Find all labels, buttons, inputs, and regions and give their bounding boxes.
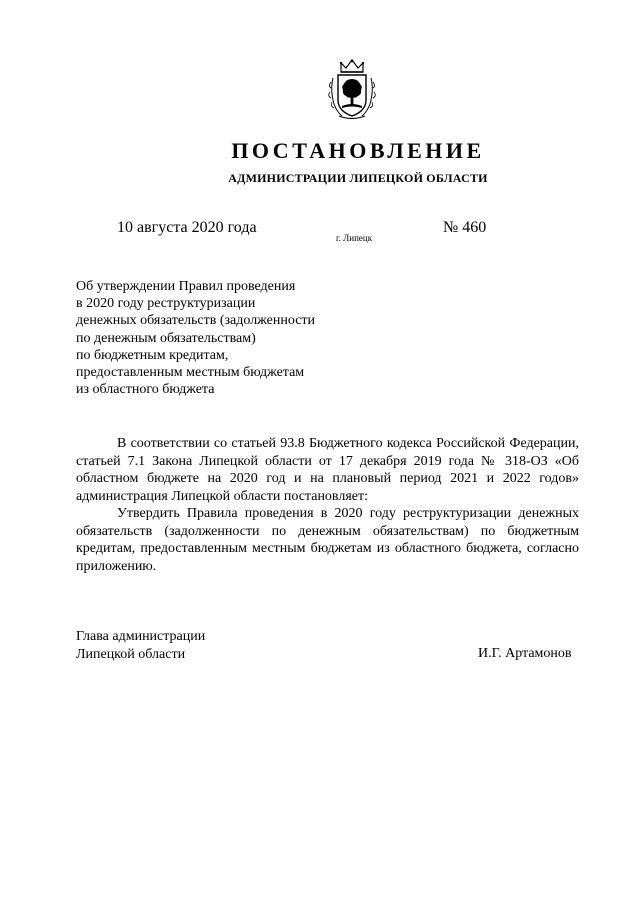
body-paragraph: Утвердить Правила проведения в 2020 году реструктуризации денежных обязательств (задолженности по денежным обязательствам) по бюджетным кредитам, предоставленным местным бюджетам из областного бюджета, согласно приложению. bbox=[76, 506, 579, 574]
document-body bbox=[76, 435, 579, 575]
signatory-name: И.Г. Артамонов bbox=[478, 646, 572, 661]
signatory-position-line: Глава администрации bbox=[76, 629, 206, 644]
subject-line: по денежным обязательствам) bbox=[76, 330, 256, 346]
document-title: ПОСТАНОВЛЕНИЕ bbox=[231, 138, 485, 163]
body-paragraph: В соответствии со статьей 93.8 Бюджетного кодекса Российской Федерации, статьей 7.1 Закона Липецкой области от 17 декабря 2019 года № 318-ОЗ «Об областном бюджете на 2020 год и на плановый период 2021 и 2022 годов» администрация Липецкой области постановляет: bbox=[76, 436, 579, 504]
document-date: 10 августа 2020 года bbox=[117, 219, 257, 236]
subject-line: в 2020 году реструктуризации bbox=[76, 296, 256, 312]
subject-line: Об утверждении Правил проведения bbox=[76, 279, 296, 294]
signatory-position-line: Липецкой области bbox=[76, 646, 186, 662]
document-subtitle: АДМИНИСТРАЦИИ ЛИПЕЦКОЙ ОБЛАСТИ bbox=[228, 171, 488, 185]
signatory-position bbox=[76, 628, 205, 663]
subject-line: по бюджетным кредитам, bbox=[76, 347, 229, 363]
document-number: № 460 bbox=[443, 219, 487, 236]
coat-of-arms-icon bbox=[327, 58, 377, 122]
document-subject bbox=[76, 278, 315, 398]
subject-line: из областного бюджета bbox=[76, 382, 215, 398]
subject-line: предоставленным местным бюджетам bbox=[76, 364, 305, 380]
document-city: г. Липецк bbox=[336, 233, 373, 243]
subject-line: денежных обязательств (задолженности bbox=[76, 313, 316, 329]
